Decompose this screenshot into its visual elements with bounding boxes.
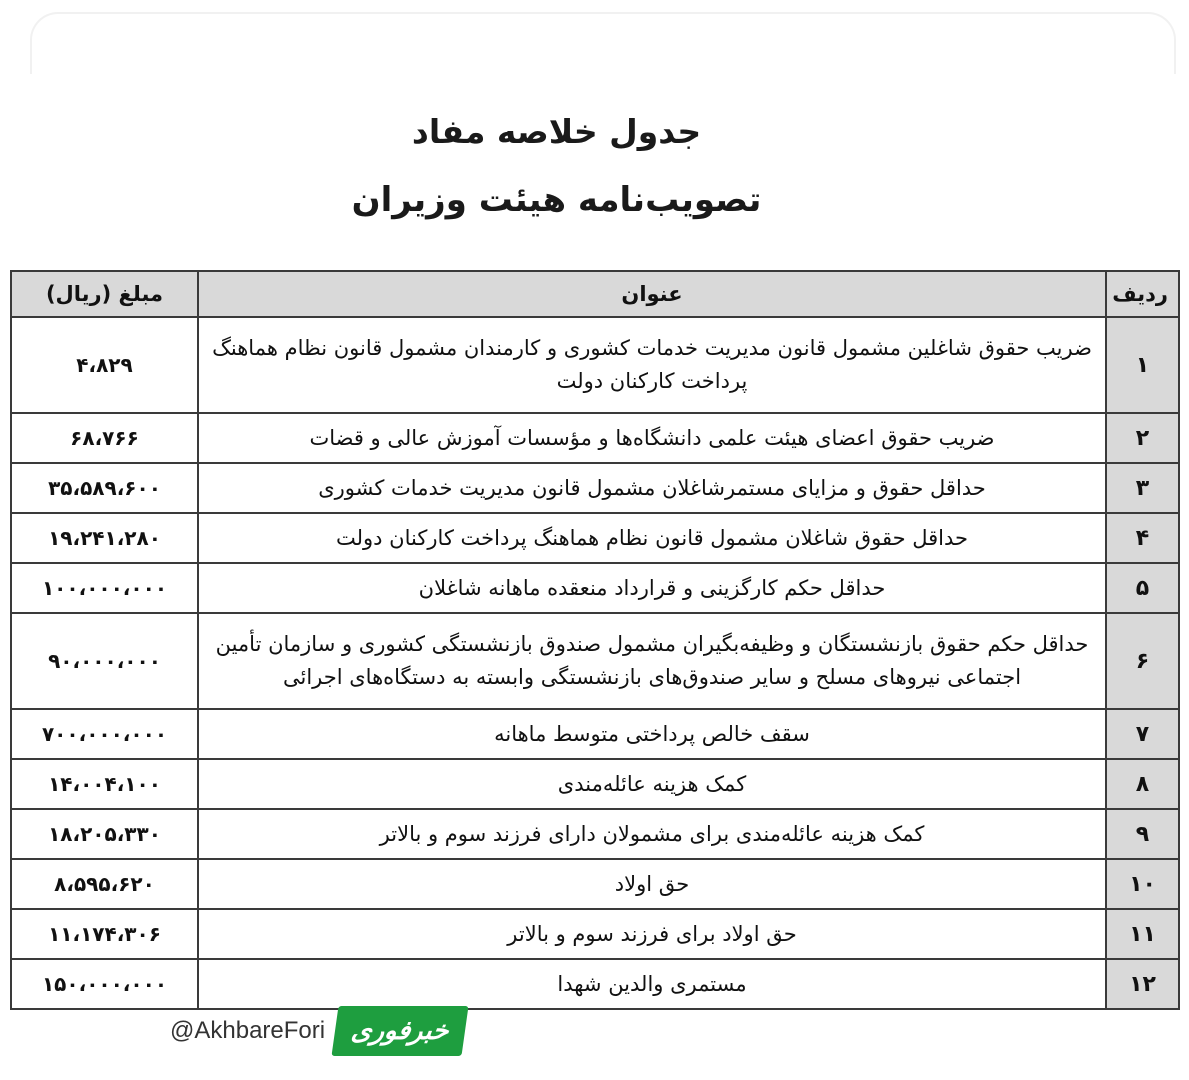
social-handle: @AkhbareFori — [170, 1017, 326, 1044]
row-amount: ۱۴،۰۰۴،۱۰۰ — [11, 759, 198, 809]
row-amount: ۳۵،۵۸۹،۶۰۰ — [11, 463, 198, 513]
summary-table — [10, 270, 1180, 1010]
row-amount: ۹۰،۰۰۰،۰۰۰ — [11, 613, 198, 709]
row-index: ۷ — [1106, 709, 1179, 759]
table-row — [11, 759, 1179, 809]
row-title: کمک هزینه عائله‌مندی — [198, 759, 1106, 809]
brand-logo-text: خبرفوری — [349, 1016, 451, 1046]
row-title: ضریب حقوق اعضای هیئت علمی دانشگاه‌ها و مؤسسات آموزش عالی و قضات — [198, 413, 1106, 463]
table-row — [11, 909, 1179, 959]
footer — [170, 1003, 465, 1059]
row-index: ۸ — [1106, 759, 1179, 809]
row-amount: ۴،۸۲۹ — [11, 317, 198, 413]
row-index: ۹ — [1106, 809, 1179, 859]
row-amount: ۱۱،۱۷۴،۳۰۶ — [11, 909, 198, 959]
table-row — [11, 709, 1179, 759]
top-frame — [30, 12, 1176, 74]
column-header-title: عنوان — [198, 271, 1106, 317]
row-title: حداقل حکم حقوق بازنشستگان و وظیفه‌بگیران مشمول صندوق بازنشستگی کشوری و سازمان تأمین اجتماعی نیروهای مسلح و سایر صندوق‌های بازنشستگی وابسته به دستگاه‌های اجرائی — [198, 613, 1106, 709]
table-header-row — [11, 271, 1179, 317]
row-title: حق اولاد برای فرزند سوم و بالاتر — [198, 909, 1106, 959]
row-amount: ۱۰۰،۰۰۰،۰۰۰ — [11, 563, 198, 613]
column-header-index: ردیف — [1106, 271, 1179, 317]
row-amount: ۱۵۰،۰۰۰،۰۰۰ — [11, 959, 198, 1009]
row-amount: ۶۸،۷۶۶ — [11, 413, 198, 463]
row-title: سقف خالص پرداختی متوسط ماهانه — [198, 709, 1106, 759]
table-row — [11, 563, 1179, 613]
table-row — [11, 513, 1179, 563]
row-index: ۱ — [1106, 317, 1179, 413]
page-subtitle: تصویب‌نامه هیئت وزیران — [351, 180, 762, 220]
row-amount: ۸،۵۹۵،۶۲۰ — [11, 859, 198, 909]
row-amount: ۱۸،۲۰۵،۳۳۰ — [11, 809, 198, 859]
row-amount: ۷۰۰،۰۰۰،۰۰۰ — [11, 709, 198, 759]
row-title: ضریب حقوق شاغلین مشمول قانون مدیریت خدمات کشوری و کارمندان مشمول قانون نظام هماهنگ پرداخت کارکنان دولت — [198, 317, 1106, 413]
table-row — [11, 613, 1179, 709]
brand-logo — [332, 1006, 469, 1056]
row-index: ۵ — [1106, 563, 1179, 613]
row-title: حداقل حکم کارگزینی و قرارداد منعقده ماهانه شاغلان — [198, 563, 1106, 613]
row-index: ۴ — [1106, 513, 1179, 563]
table-row — [11, 959, 1179, 1009]
table-row — [11, 809, 1179, 859]
table-row — [11, 463, 1179, 513]
row-index: ۳ — [1106, 463, 1179, 513]
table-row — [11, 317, 1179, 413]
row-amount: ۱۹،۲۴۱،۲۸۰ — [11, 513, 198, 563]
row-title: حداقل حقوق و مزایای مستمرشاغلان مشمول قانون مدیریت خدمات کشوری — [198, 463, 1106, 513]
row-index: ۱۲ — [1106, 959, 1179, 1009]
row-index: ۲ — [1106, 413, 1179, 463]
row-index: ۶ — [1106, 613, 1179, 709]
row-title: کمک هزینه عائله‌مندی برای مشمولان دارای فرزند سوم و بالاتر — [198, 809, 1106, 859]
row-title: حداقل حقوق شاغلان مشمول قانون نظام هماهنگ پرداخت کارکنان دولت — [198, 513, 1106, 563]
page-title: جدول خلاصه مفاد — [411, 112, 702, 151]
row-title: مستمری والدین شهدا — [198, 959, 1106, 1009]
column-header-amount: مبلغ (ریال) — [11, 271, 198, 317]
table-row — [11, 859, 1179, 909]
row-index: ۱۱ — [1106, 909, 1179, 959]
row-title: حق اولاد — [198, 859, 1106, 909]
row-index: ۱۰ — [1106, 859, 1179, 909]
table-row — [11, 413, 1179, 463]
